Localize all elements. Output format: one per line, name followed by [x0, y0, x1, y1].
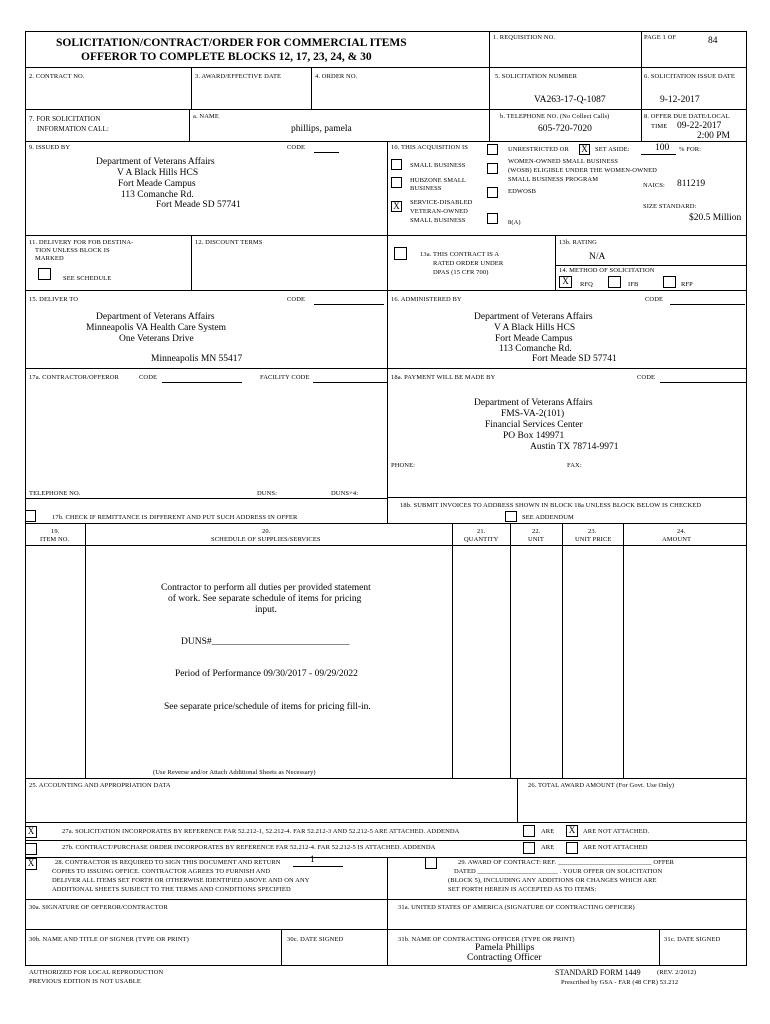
- small-business-checkbox[interactable]: [391, 159, 402, 170]
- solicitation-number[interactable]: VA263-17-Q-1087: [534, 95, 606, 105]
- col-unit-price: UNIT PRICE: [575, 536, 612, 543]
- divider: [489, 31, 490, 67]
- divider: [659, 929, 660, 965]
- percent-for-label: % FOR:: [679, 146, 702, 153]
- divider: [25, 545, 747, 546]
- divider: [489, 109, 490, 141]
- deliver-address-3: One Veterans Drive: [119, 334, 194, 344]
- 27a-label: 27a. SOLICITATION INCORPORATES BY REFERENCE FAR 52.212-1, 52.212-4. FAR 52.212-3 AND 52.212-5 ARE ATTACHED. ADDENDA: [62, 828, 460, 835]
- naics-code[interactable]: 811219: [677, 179, 706, 189]
- col-unit-price-num: 23.: [588, 528, 597, 535]
- rated-order-label-3: DPAS (15 CFR 700): [433, 269, 489, 276]
- divider: [25, 822, 747, 823]
- payment-fax-label: FAX:: [567, 462, 582, 469]
- payment-code-label: CODE: [637, 374, 656, 381]
- delivery-fob-label-3: MARKED: [35, 255, 64, 262]
- divider: [641, 31, 642, 67]
- size-standard[interactable]: $20.5 Million: [689, 213, 742, 223]
- admin-address-3: Fort Meade Campus: [495, 334, 573, 344]
- requisition-label: 1. REQUISITION NO.: [493, 34, 556, 41]
- col-quantity-num: 21.: [477, 528, 486, 535]
- admin-address-2: V A Black Hills HCS: [494, 323, 576, 333]
- rfp-checkbox[interactable]: [663, 276, 676, 288]
- contact-name[interactable]: phillips, pamela: [291, 124, 352, 134]
- divider: [517, 778, 518, 822]
- see-separate-schedule: See separate price/schedule of items for pricing fill-in.: [164, 702, 371, 712]
- contractor-telephone-label: TELEPHONE NO.: [29, 490, 81, 497]
- remittance-checkbox[interactable]: [25, 510, 36, 522]
- sdvosb-checkbox[interactable]: X: [391, 201, 402, 212]
- prescribed-by: Prescribed by GSA - FAR (48 CFR) 53.212: [561, 979, 679, 986]
- deliver-code-line: [314, 304, 384, 305]
- 28-label-3: DELIVER ALL ITEMS SET FORTH OR OTHERWISE IDENTIFIED ABOVE AND ON ANY: [52, 877, 310, 884]
- facility-code-line: [313, 382, 387, 383]
- 27b-are-not-label: ARE NOT ATTACHED: [583, 844, 648, 851]
- rated-order-label-2: RATED ORDER UNDER: [433, 260, 504, 267]
- reverse-note: (Use Reverse and/or Attach Additional Sheets as Necessary): [153, 769, 316, 776]
- admin-address-4: 113 Comanche Rd.: [499, 344, 572, 354]
- issue-date[interactable]: 9-12-2017: [660, 95, 700, 105]
- divider: [387, 141, 388, 235]
- 28-label-4: ADDITIONAL SHEETS SUBJECT TO THE TERMS AND CONDITIONS SPECIFIED: [52, 886, 291, 893]
- naics-label: NAICS:: [643, 182, 665, 189]
- size-standard-label: SIZE STANDARD:: [643, 203, 697, 210]
- edwosb-label: EDWOSB: [508, 188, 537, 195]
- 28-label-2: COPIES TO ISSUING OFFICE. CONTRACTOR AGREES TO FURNISH AND: [52, 868, 271, 875]
- 29-label-3: (BLOCK 5), INCLUDING ANY ADDITIONS OR CHANGES WHICH ARE: [448, 877, 657, 884]
- col-item-no: ITEM NO.: [40, 536, 70, 543]
- 29-label-2: DATED ________________________ . YOUR OFFER ON SOLICITATION: [454, 868, 663, 875]
- delivery-fob-label-2: TION UNLESS BLOCK IS: [35, 247, 110, 254]
- duns-line: DUNS#_____________________________: [181, 637, 350, 647]
- divider: [25, 235, 747, 236]
- deliver-address-2: Minneapolis VA Health Care System: [86, 323, 227, 333]
- form-border-right: [746, 31, 747, 966]
- divider: [25, 840, 747, 841]
- item-text-3: input.: [255, 605, 277, 615]
- acquisition-label: 10. THIS ACQUISITION IS: [391, 144, 468, 151]
- unrestricted-checkbox[interactable]: [487, 144, 498, 155]
- divider: [623, 523, 624, 778]
- solicitation-method-label: 14. METHOD OF SOLICITATION: [559, 267, 655, 274]
- divider: [281, 929, 282, 965]
- issued-by-label: 9. ISSUED BY: [29, 144, 71, 151]
- 27a-are-not-label: ARE NOT ATTACHED.: [583, 828, 650, 835]
- copies-value[interactable]: 1: [310, 855, 315, 865]
- col-unit: UNIT: [528, 536, 544, 543]
- see-addendum-checkbox[interactable]: [505, 511, 517, 522]
- col-schedule: SCHEDULE OF SUPPLIES/SERVICES: [211, 536, 321, 543]
- issued-address-1: Department of Veterans Affairs: [96, 157, 215, 167]
- 29-label-4: SET FORTH HEREIN IS ACCEPTED AS TO ITEMS:: [448, 886, 597, 893]
- issued-code-line: [314, 152, 339, 153]
- officer-date-label: 31c. DATE SIGNED: [664, 936, 721, 943]
- col-amount-num: 24.: [677, 528, 686, 535]
- contractor-duns-label: DUNS:: [257, 490, 278, 497]
- payment-city: Austin TX 78714-9971: [530, 442, 619, 452]
- wosb-label-2: (WOSB) ELIGIBLE UNDER THE WOMEN-OWNED: [508, 167, 657, 174]
- 8a-label: 8(A): [508, 219, 521, 226]
- offer-due-time[interactable]: 2:00 PM: [697, 131, 730, 141]
- divider: [25, 141, 747, 142]
- divider: [25, 778, 747, 779]
- officer-name[interactable]: Pamela Phillips: [475, 943, 535, 953]
- divider: [25, 929, 747, 930]
- 27a-are-not-checkbox[interactable]: X: [566, 825, 578, 837]
- 27b-are-checkbox[interactable]: [523, 842, 535, 854]
- 29-label: 29. AWARD OF CONTRACT: REF. ____________________________ OFFER: [458, 859, 675, 866]
- accounting-label: 25. ACCOUNTING AND APPROPRIATION DATA: [29, 782, 171, 789]
- order-no-label: 4. ORDER NO.: [315, 73, 358, 80]
- issued-address-3: Fort Meade Campus: [118, 179, 196, 189]
- deliver-address-1: Department of Veterans Affairs: [96, 312, 215, 322]
- name-label: a. NAME: [193, 113, 219, 120]
- 29-checkbox[interactable]: [425, 857, 437, 869]
- divider: [85, 523, 86, 778]
- divider: [387, 235, 388, 290]
- remittance-label: 17b. CHECK IF REMITTANCE IS DIFFERENT AND PUT SUCH ADDRESS IN OFFER: [52, 514, 298, 521]
- rfp-label: RFP: [681, 281, 693, 288]
- issued-address-4: 113 Comanche Rd.: [121, 190, 194, 200]
- admin-city: Fort Meade SD 57741: [532, 354, 617, 364]
- col-schedule-num: 20.: [262, 528, 271, 535]
- authorized-note: AUTHORIZED FOR LOCAL REPRODUCTION: [29, 969, 164, 976]
- hubzone-label-2: BUSINESS: [410, 185, 442, 192]
- divider: [25, 899, 747, 900]
- page-label: PAGE 1 OF: [644, 34, 677, 41]
- col-amount: AMOUNT: [662, 536, 692, 543]
- issued-address-2: V A Black Hills HCS: [117, 168, 199, 178]
- signer-date-label: 30c. DATE SIGNED: [287, 936, 344, 943]
- submit-invoices-label: 18b. SUBMIT INVOICES TO ADDRESS SHOWN IN BLOCK 18a UNLESS BLOCK BELOW IS CHECKED: [400, 502, 702, 509]
- divider: [25, 523, 747, 524]
- divider: [25, 857, 747, 858]
- see-addendum-label: SEE ADDENDUM: [522, 514, 574, 521]
- officer-name-label: 31b. NAME OF CONTRACTING OFFICER (TYPE OR PRINT): [398, 936, 575, 943]
- unrestricted-label: UNRESTRICTED OR: [508, 146, 569, 153]
- col-quantity: QUANTITY: [464, 536, 499, 543]
- revision: (REV. 2/2012): [657, 969, 697, 976]
- divider: [452, 523, 453, 778]
- award-date-label: 3. AWARD/EFFECTIVE DATE: [195, 73, 282, 80]
- divider: [641, 67, 642, 109]
- wosb-label-3: SMALL BUSINESS PROGRAM: [508, 176, 599, 183]
- item-text-1: Contractor to perform all duties per provided statement: [161, 583, 371, 593]
- telephone-label: b. TELEPHONE NO. (No Collect Calls): [500, 113, 610, 120]
- contact-phone[interactable]: 605-720-7020: [538, 124, 592, 134]
- form-title: SOLICITATION/CONTRACT/ORDER FOR COMMERCIAL ITEMS: [56, 37, 407, 49]
- payment-address-4: PO Box 149971: [503, 431, 565, 441]
- set-aside-label: SET ASIDE:: [595, 146, 630, 153]
- set-aside-checkbox[interactable]: X: [579, 144, 590, 155]
- total-award-label: 26. TOTAL AWARD AMOUNT (For Govt. Use Only): [528, 782, 675, 789]
- facility-code-label: FACILITY CODE: [260, 374, 310, 381]
- rating-value[interactable]: N/A: [589, 252, 606, 262]
- sdvosb-label-2: VETERAN-OWNED: [410, 208, 468, 215]
- rated-order-checkbox[interactable]: [394, 247, 407, 260]
- hubzone-label: HUBZONE SMALL: [410, 177, 467, 184]
- ifb-label: IFB: [628, 281, 639, 288]
- payment-label: 18a. PAYMENT WILL BE MADE BY: [391, 374, 496, 381]
- contractor-code-line: [162, 382, 242, 383]
- 8a-checkbox[interactable]: [487, 213, 498, 224]
- payment-phone-label: PHONE:: [391, 462, 416, 469]
- offer-due-time-label: TIME: [651, 123, 668, 130]
- payment-address-2: FMS-VA-2(101): [501, 409, 565, 419]
- col-unit-num: 22.: [532, 528, 541, 535]
- wosb-label: WOMEN-OWNED SMALL BUSINESS: [508, 158, 618, 165]
- administered-by-label: 16. ADMINISTERED BY: [391, 296, 462, 303]
- divider: [489, 67, 490, 109]
- 27b-are-not-checkbox[interactable]: [566, 842, 578, 854]
- previous-edition-note: PREVIOUS EDITION IS NOT USABLE: [29, 978, 141, 985]
- solicitation-info-label-2: INFORMATION CALL:: [37, 125, 109, 133]
- divider: [25, 67, 747, 68]
- issued-city: Fort Meade SD 57741: [156, 200, 241, 210]
- deliver-code-label: CODE: [287, 296, 306, 303]
- divider: [387, 857, 388, 965]
- period-of-performance: Period of Performance 09/30/2017 - 09/29/2022: [175, 669, 358, 679]
- payment-address-3: Financial Services Center: [485, 420, 583, 430]
- 27b-checkbox[interactable]: [25, 843, 37, 855]
- sdvosb-label: SERVICE-DISABLED: [410, 199, 473, 206]
- deliver-city: Minneapolis MN 55417: [151, 354, 243, 364]
- officer-title[interactable]: Contracting Officer: [467, 953, 542, 963]
- divider: [387, 368, 388, 523]
- 27a-are-label: ARE: [541, 828, 555, 835]
- divider: [387, 497, 746, 498]
- form-subtitle: OFFEROR TO COMPLETE BLOCKS 12, 17, 23, 24, & 30: [81, 51, 372, 63]
- divider: [25, 498, 387, 499]
- standard-form: STANDARD FORM 1449: [555, 968, 641, 977]
- contractor-duns4-label: DUNS+4:: [331, 490, 359, 497]
- admin-code-line: [670, 304, 745, 305]
- delivery-fob-label: 11. DELIVERY FOR FOB DESTINA-: [29, 239, 134, 246]
- hubzone-checkbox[interactable]: [391, 177, 402, 188]
- deliver-to-label: 15. DELIVER TO: [29, 296, 79, 303]
- divider: [641, 109, 642, 141]
- contract-no-label: 2. CONTRACT NO.: [29, 73, 85, 80]
- col-item-num: 19.: [51, 528, 60, 535]
- see-schedule-label: SEE SCHEDULE: [63, 275, 112, 282]
- percent-line: [641, 154, 676, 155]
- divider: [387, 290, 388, 368]
- usa-signature-label: 31a. UNITED STATES OF AMERICA (SIGNATURE OF CONTRACTING OFFICER): [398, 904, 635, 911]
- divider: [25, 290, 747, 291]
- see-schedule-checkbox[interactable]: [38, 268, 51, 280]
- divider: [555, 235, 556, 290]
- wosb-checkbox[interactable]: [487, 163, 498, 174]
- issued-code-label: CODE: [287, 144, 306, 151]
- 28-checkbox[interactable]: X: [25, 858, 37, 870]
- divider: [189, 109, 190, 141]
- rfq-checkbox[interactable]: X: [559, 276, 572, 288]
- solicitation-number-label: 5. SOLICITATION NUMBER: [495, 73, 578, 80]
- page-total: 84: [708, 36, 718, 46]
- payment-code-line: [660, 382, 746, 383]
- divider: [555, 265, 746, 266]
- 27b-are-label: ARE: [541, 844, 555, 851]
- divider: [191, 235, 192, 290]
- item-text-2: of work. See separate schedule of items for pricing: [168, 594, 362, 604]
- divider: [311, 67, 312, 109]
- rfq-label: RFQ: [580, 281, 593, 288]
- divider: [191, 67, 192, 109]
- ifb-checkbox[interactable]: [608, 276, 621, 288]
- rated-order-label: 13a. THIS CONTRACT IS A: [420, 251, 500, 258]
- contractor-label: 17a. CONTRACTOR/OFFEROR: [29, 374, 119, 381]
- offer-due-date[interactable]: 09-22-2017: [677, 121, 722, 131]
- copies-line: [293, 866, 343, 867]
- 27a-checkbox[interactable]: X: [25, 826, 37, 838]
- divider: [25, 368, 747, 369]
- payment-address-1: Department of Veterans Affairs: [474, 398, 593, 408]
- solicitation-info-label: 7. FOR SOLICITATION: [29, 115, 101, 123]
- form-border-bottom: [25, 965, 747, 966]
- signer-name-label: 30b. NAME AND TITLE OF SIGNER (TYPE OR PRINT): [29, 936, 189, 943]
- sdvosb-label-3: SMALL BUSINESS: [410, 217, 466, 224]
- 27a-are-checkbox[interactable]: [523, 825, 535, 837]
- discount-terms-label: 12. DISCOUNT TERMS: [195, 239, 263, 246]
- divider: [510, 523, 511, 778]
- rating-label: 13b. RATING: [559, 239, 597, 246]
- contractor-code-label: CODE: [139, 374, 158, 381]
- offer-due-label: 8. OFFER DUE DATE/LOCAL: [644, 113, 730, 120]
- issue-date-label: 6. SOLICITATION ISSUE DATE: [644, 73, 735, 80]
- 27b-label: 27b. CONTRACT/PURCHASE ORDER INCORPORATES BY REFERENCE FAR 52.212-4. FAR 52.212-5 IS ATTACHED. ADDENDA: [62, 844, 436, 851]
- form-border-top: [25, 31, 747, 32]
- divider: [25, 109, 747, 110]
- divider: [562, 523, 563, 778]
- admin-address-1: Department of Veterans Affairs: [474, 312, 593, 322]
- small-business-label: SMALL BUSINESS: [410, 162, 466, 169]
- set-aside-percent[interactable]: 100: [655, 143, 670, 153]
- 28-label: 28. CONTRACTOR IS REQUIRED TO SIGN THIS DOCUMENT AND RETURN: [55, 859, 281, 866]
- admin-code-label: CODE: [645, 296, 664, 303]
- edwosb-checkbox[interactable]: [487, 187, 498, 198]
- offeror-signature-label: 30a. SIGNATURE OF OFFEROR/CONTRACTOR: [29, 904, 168, 911]
